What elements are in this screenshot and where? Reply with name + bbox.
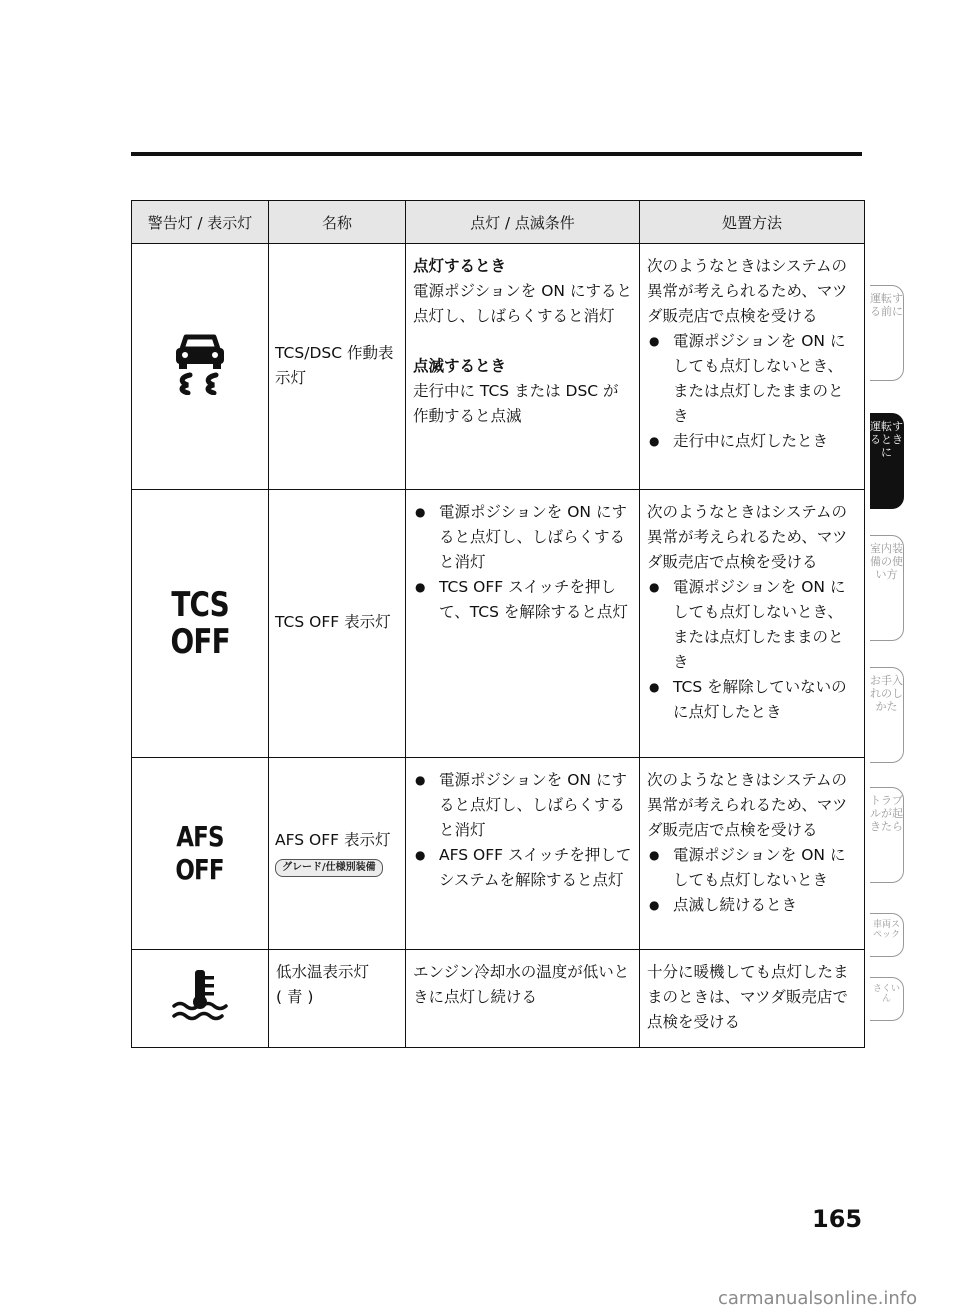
page-number: 165 bbox=[812, 1205, 863, 1233]
grade-spec-badge: グレード/仕様別装備 bbox=[275, 859, 383, 877]
condition-on-text: 電源ポジションを ON にすると点灯し、しばらくすると消灯 bbox=[413, 282, 632, 325]
side-tab-before-driving[interactable]: 運転する前に bbox=[870, 285, 904, 381]
header-warning-light: 警告灯 / 表示灯 bbox=[132, 201, 269, 244]
afs-off-icon-line1: AFS bbox=[176, 819, 224, 853]
light-name: TCS/DSC 作動表示灯 bbox=[275, 343, 394, 387]
action-text: 十分に暖機しても点灯したままのときは、マツダ販売店で点検を受ける bbox=[647, 963, 849, 1031]
side-tab-when-driving[interactable]: 運転するときに bbox=[870, 413, 904, 509]
condition-on-title: 点灯するとき bbox=[413, 257, 507, 275]
tcs-dsc-car-skid-icon bbox=[168, 331, 232, 395]
name-cell bbox=[269, 758, 406, 950]
tcs-off-icon bbox=[132, 584, 268, 662]
condition-cell bbox=[406, 950, 640, 1048]
condition-blink-title: 点滅するとき bbox=[413, 357, 507, 375]
tcs-dsc-icon-cell bbox=[132, 244, 269, 490]
action-cell bbox=[640, 758, 865, 950]
table-row bbox=[132, 490, 865, 758]
low-coolant-temperature-icon bbox=[170, 966, 230, 1024]
side-tab-interior-equipment[interactable]: 室内装備の使い方 bbox=[870, 535, 904, 641]
warning-light-table bbox=[131, 200, 865, 1048]
condition-blink-text: 走行中に TCS または DSC が作動すると点滅 bbox=[413, 382, 619, 425]
name-cell bbox=[269, 244, 406, 490]
name-cell bbox=[269, 490, 406, 758]
condition-item: ● TCS OFF スイッチを押して、TCS を解除すると点灯 bbox=[413, 575, 633, 625]
table-row bbox=[132, 950, 865, 1048]
tcs-off-icon-line1: TCS bbox=[171, 584, 229, 625]
action-item: ● 点滅し続けるとき bbox=[647, 893, 858, 918]
table-row bbox=[132, 758, 865, 950]
action-intro: 次のようなときはシステムの異常が考えられるため、マツダ販売店で点検を受ける bbox=[647, 503, 848, 571]
side-tab-vehicle-spec[interactable]: 車両スペック bbox=[870, 913, 904, 957]
tcs-off-icon-line2: OFF bbox=[170, 621, 230, 662]
light-name: 低水温表示灯 bbox=[276, 963, 370, 981]
header-action: 処置方法 bbox=[640, 201, 865, 244]
condition-item: ● AFS OFF スイッチを押してシステムを解除すると点灯 bbox=[413, 843, 633, 893]
action-item: ● TCS を解除していないのに点灯したとき bbox=[647, 675, 858, 725]
action-item: ● 電源ポジションを ON にしても点灯しないとき、または点灯したままのとき bbox=[647, 329, 858, 429]
light-name-color: ( 青 ) bbox=[276, 988, 314, 1006]
afs-off-icon bbox=[132, 821, 268, 887]
action-cell bbox=[640, 950, 865, 1048]
light-name: AFS OFF 表示灯 bbox=[275, 830, 391, 849]
afs-off-icon-line2: OFF bbox=[175, 852, 225, 886]
action-cell bbox=[640, 490, 865, 758]
action-item: ● 走行中に点灯したとき bbox=[647, 429, 858, 454]
side-tab-index[interactable]: さくいん bbox=[870, 977, 904, 1021]
condition-cell bbox=[406, 244, 640, 490]
low-coolant-icon-cell bbox=[132, 950, 269, 1048]
action-item: ● 電源ポジションを ON にしても点灯しないとき bbox=[647, 843, 858, 893]
side-tab-maintenance[interactable]: お手入れのしかた bbox=[870, 667, 904, 763]
condition-item: ● 電源ポジションを ON にすると点灯し、しばらくすると消灯 bbox=[413, 768, 633, 843]
table-header-row bbox=[132, 201, 865, 244]
header-name: 名称 bbox=[269, 201, 406, 244]
condition-cell bbox=[406, 490, 640, 758]
table-row bbox=[132, 244, 865, 490]
condition-item: ● 電源ポジションを ON にすると点灯し、しばらくすると消灯 bbox=[413, 500, 633, 575]
action-intro: 次のようなときはシステムの異常が考えられるため、マツダ販売店で点検を受ける bbox=[647, 771, 848, 839]
condition-cell bbox=[406, 758, 640, 950]
side-tab-troubles[interactable]: トラブルが起きたら bbox=[870, 787, 904, 883]
afs-off-icon-cell bbox=[132, 758, 269, 950]
action-intro: 次のようなときはシステムの異常が考えられるため、マツダ販売店で点検を受ける bbox=[647, 257, 848, 325]
tcs-off-icon-cell bbox=[132, 490, 269, 758]
action-cell bbox=[640, 244, 865, 490]
condition-text: エンジン冷却水の温度が低いときに点灯し続ける bbox=[413, 963, 630, 1006]
header-condition: 点灯 / 点滅条件 bbox=[406, 201, 640, 244]
action-item: ● 電源ポジションを ON にしても点灯しないとき、または点灯したままのとき bbox=[647, 575, 858, 675]
watermark: carmanualsonline.info bbox=[718, 1288, 918, 1309]
light-name: TCS OFF 表示灯 bbox=[275, 613, 391, 631]
top-rule bbox=[131, 152, 862, 156]
name-cell bbox=[269, 950, 406, 1048]
